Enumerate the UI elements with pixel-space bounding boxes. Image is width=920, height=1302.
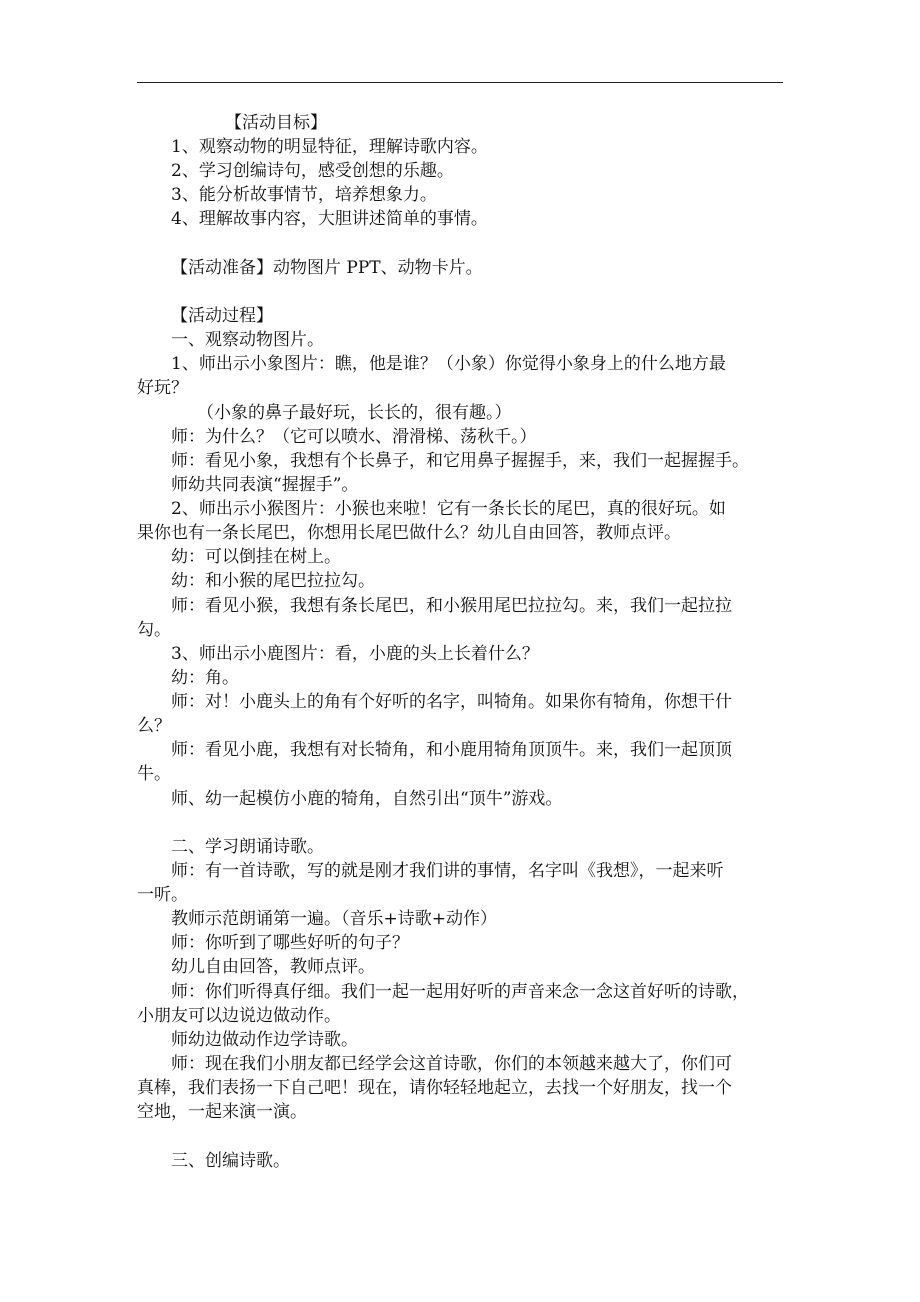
step-heading-1: 一、观察动物图片。: [171, 330, 324, 350]
paragraph-line: 果你也有一条长尾巴，你想用长尾巴做什么？幼儿自由回答，教师点评。: [137, 523, 681, 543]
paragraph-line: 师：现在我们小朋友都已经学会这首诗歌，你们的本领越来越大了，你们可: [171, 1054, 732, 1074]
step-heading-2: 二、学习朗诵诗歌。: [171, 837, 324, 857]
paragraph-line: 师：对！小鹿头上的角有个好听的名字，叫犄角。如果你有犄角，你想干什: [171, 692, 732, 712]
section-preparation: 【活动准备】动物图片 PPT、动物卡片。: [171, 258, 483, 278]
paragraph-line: 师：为什么？（它可以喷水、滑滑梯、荡秋千。）: [171, 427, 537, 447]
paragraph-line: 小朋友可以边说边做动作。: [137, 1006, 341, 1026]
paragraph-line: 师：你们听得真仔细。我们一起一起用好听的声音来念一念这首好听的诗歌，: [171, 982, 749, 1002]
paragraph-line: 幼：和小猴的尾巴拉拉勾。: [171, 571, 375, 591]
section-heading-process: 【活动过程】: [171, 306, 273, 326]
paragraph-line: 师：看见小鹿，我想有对长犄角，和小鹿用犄角顶顶牛。来，我们一起顶顶: [171, 740, 732, 760]
paragraph-line: 1、师出示小象图片：瞧，他是谁？（小象）你觉得小象身上的什么地方最: [171, 354, 726, 374]
paragraph-line: 3、师出示小鹿图片：看，小鹿的头上长着什么？: [171, 644, 539, 664]
goal-item-4: 4、理解故事内容，大胆讲述简单的事情。: [171, 209, 488, 229]
paragraph-line: 空地，一起来演一演。: [137, 1102, 307, 1122]
goal-item-3: 3、能分析故事情节，培养想象力。: [171, 185, 437, 205]
paragraph-line: 牛。: [137, 764, 171, 784]
paragraph-line: 师幼共同表演“握握手”。: [171, 475, 359, 495]
paragraph-line: 好玩？: [137, 378, 188, 398]
step-heading-3: 三、创编诗歌。: [171, 1151, 290, 1171]
paragraph-line: 师、幼一起模仿小鹿的犄角，自然引出“顶牛”游戏。: [171, 789, 563, 809]
goal-item-1: 1、观察动物的明显特征，理解诗歌内容。: [171, 137, 488, 157]
goal-item-2: 2、学习创编诗句，感受创想的乐趣。: [171, 161, 454, 181]
paragraph-line: 师：看见小象，我想有个长鼻子，和它用鼻子握握手，来，我们一起握握手。: [171, 451, 749, 471]
paragraph-line: 幼：角。: [171, 668, 239, 688]
paragraph-line: 一听。: [137, 885, 188, 905]
paragraph-line: 真棒，我们表扬一下自己吧！现在，请你轻轻地起立，去找一个好朋友，找一个: [137, 1078, 732, 1098]
paragraph-line: 幼儿自由回答，教师点评。: [171, 957, 375, 977]
section-heading-goals: 【活动目标】: [225, 113, 327, 133]
paragraph-line: 师：有一首诗歌，写的就是刚才我们讲的事情，名字叫《我想》，一起来听: [171, 861, 724, 881]
paragraph-line: 么？: [137, 716, 171, 736]
paragraph-line: 2、师出示小猴图片：小猴也来啦！它有一条长长的尾巴，真的很好玩。如: [171, 499, 726, 519]
paragraph-line: 教师示范朗诵第一遍。（音乐+诗歌+动作）: [171, 909, 497, 929]
paragraph-line: （小象的鼻子最好玩，长长的，很有趣。）: [197, 403, 512, 423]
paragraph-line: 师：你听到了哪些好听的句子？: [171, 933, 409, 953]
paragraph-line: 师：看见小猴，我想有条长尾巴，和小猴用尾巴拉拉勾。来，我们一起拉拉: [171, 596, 732, 616]
paragraph-line: 勾。: [137, 620, 171, 640]
paragraph-line: 幼：可以倒挂在树上。: [171, 547, 341, 567]
header-rule: [137, 82, 783, 83]
paragraph-line: 师幼边做动作边学诗歌。: [171, 1030, 358, 1050]
